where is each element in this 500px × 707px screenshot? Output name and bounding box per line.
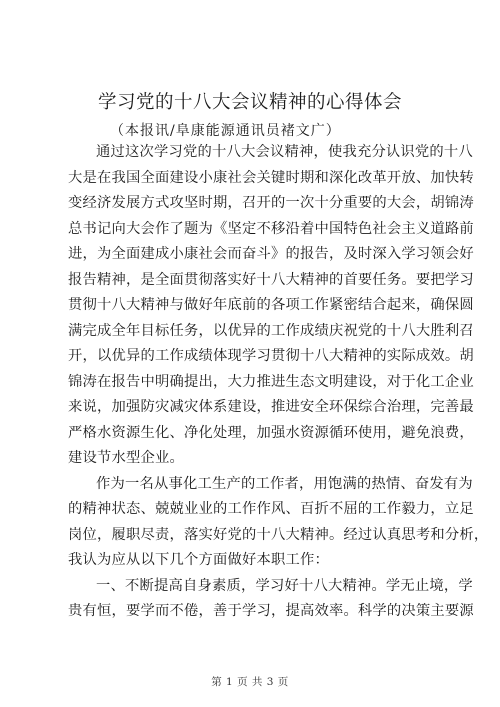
page-footer: 第 1 页 共 3 页 xyxy=(211,676,289,688)
text-line: 报告精神，是全面贯彻落实好十八大精神的首要任务。要把学习 xyxy=(68,271,474,288)
text-line: 我认为应从以下几个方面做好本职工作： xyxy=(68,552,329,568)
text-line: 大是在我国全面建设小康社会关键时期和深化改革开放、加快转 xyxy=(68,169,474,186)
text-line: 开，以优异的工作成绩体现学习贯彻十八大精神的实际成效。胡 xyxy=(68,348,474,364)
document-byline: （本报讯/阜康能源通讯员褚文广） xyxy=(110,123,341,139)
text-line: 贵有恒，要学而不倦，善于学习，提高效率。科学的决策主要源 xyxy=(68,603,474,619)
text-line: 锦涛在报告中明确提出，大力推进生态文明建设，对于化工企业 xyxy=(68,373,474,390)
text-line: 贯彻十八大精神与做好年底前的各项工作紧密结合起来，确保圆 xyxy=(68,297,474,313)
text-line: 的精神状态、兢兢业业的工作作风、百折不屈的工作毅力，立足 xyxy=(68,501,474,517)
text-line: 进，为全面建成小康社会而奋斗》的报告，及时深入学习领会好 xyxy=(68,246,474,262)
document-body xyxy=(68,140,489,625)
document-title: 学习党的十八大会议精神的心得体会 xyxy=(97,92,402,113)
text-line: 建设节水型企业。 xyxy=(68,450,184,466)
text-line: 通过这次学习党的十八大会议精神，使我充分认识党的十八 xyxy=(96,144,473,160)
text-line: 变经济发展方式攻坚时期，召开的一次十分重要的大会，胡锦涛 xyxy=(68,195,474,211)
text-line: 作为一名从事化工生产的工作者，用饱满的热情、奋发有为 xyxy=(96,475,473,492)
text-line: 岗位，履职尽责，落实好党的十八大精神。经过认真思考和分析， xyxy=(68,526,489,543)
text-line: 满完成全年目标任务，以优异的工作成绩庆祝党的十八大胜利召 xyxy=(68,322,474,339)
text-line: 来说，加强防灾减灾体系建设，推进安全环保综合治理，完善最 xyxy=(68,399,474,415)
text-line: 一、不断提高自身素质，学习好十八大精神。学无止境，学 xyxy=(96,577,473,594)
text-line: 总书记向大会作了题为《坚定不移沿着中国特色社会主义道路前 xyxy=(68,220,474,237)
text-line: 严格水资源生化、净化处理，加强水资源循环使用，避免浪费， xyxy=(68,424,474,441)
